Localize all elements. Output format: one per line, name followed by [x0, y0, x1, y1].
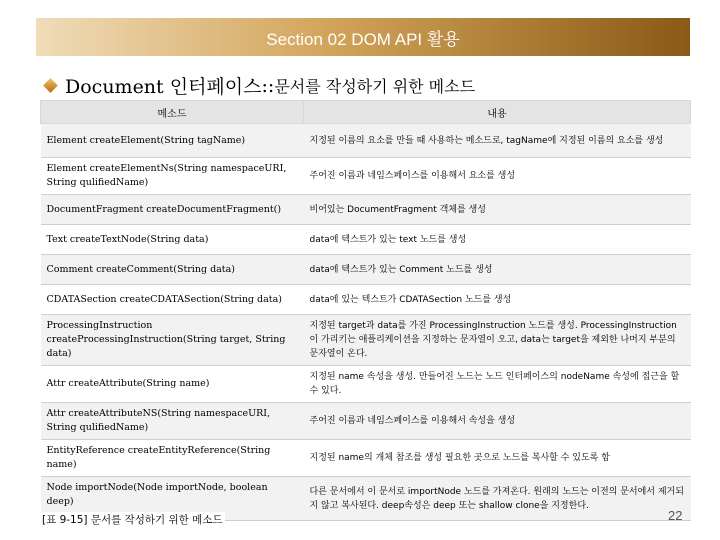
description-cell: data에 텍스트가 있는 Comment 노드를 생성: [304, 255, 691, 285]
description-cell: 주어진 이름과 네임스페이스를 이용해서 속성을 생성: [304, 403, 691, 440]
method-cell: Node importNode(Node importNode, boolean deep): [41, 477, 304, 521]
description-cell: data에 텍스트가 있는 text 노드를 생성: [304, 225, 691, 255]
table-row: [41, 195, 691, 225]
method-cell: ProcessingInstruction createProcessingInstruction(String target, String data): [41, 315, 304, 366]
description-cell: 주어진 이름과 네임스페이스를 이용해서 요소를 생성: [304, 158, 691, 195]
method-cell: Element createElement(String tagName): [41, 124, 304, 158]
table-row: [41, 403, 691, 440]
method-table: [40, 100, 691, 521]
slide-heading: [44, 72, 475, 99]
heading-main: Document 인터페이스: [65, 76, 262, 98]
description-cell: 비어있는 DocumentFragment 객체를 생성: [304, 195, 691, 225]
method-cell: Comment createComment(String data): [41, 255, 304, 285]
method-cell: Element createElementNs(String namespaceURI, String qulifiedName): [41, 158, 304, 195]
heading-separator: ::: [261, 74, 275, 97]
method-cell: CDATASection createCDATASection(String data): [41, 285, 304, 315]
description-cell: 다른 문서에서 이 문서로 importNode 노드를 가져온다. 원래의 노드는 이전의 문서에서 제거되지 않고 복사된다. deep속성은 deep 또는 shallow clone을 지정한다.: [304, 477, 691, 521]
table-row: [41, 366, 691, 403]
table-row: [41, 285, 691, 315]
table-row: [41, 124, 691, 158]
column-header-description: 내용: [304, 101, 691, 124]
method-cell: EntityReference createEntityReference(String name): [41, 440, 304, 477]
description-cell: data에 있는 텍스트가 CDATASection 노드를 생성: [304, 285, 691, 315]
method-cell: Text createTextNode(String data): [41, 225, 304, 255]
description-cell: 지정된 이름의 요소를 만들 때 사용하는 메소드로, tagName에 지정된 이름의 요소를 생성: [304, 124, 691, 158]
method-cell: Attr createAttributeNS(String namespaceURI, String qulifiedName): [41, 403, 304, 440]
table-caption: [표 9-15] 문서를 작성하기 위한 메소드: [42, 514, 223, 526]
page-number: 22: [668, 508, 683, 523]
description-cell: 지정된 target과 data를 가진 ProcessingInstruction 노드를 생성. ProcessingInstruction이 가리키는 애플리케이션을 지정하는 문자열이 오고, data는 target을 제외한 나머지 부분의 문자열이 온다.: [304, 315, 691, 366]
column-header-method: 메소드: [41, 101, 304, 124]
description-cell: 지정된 name의 개체 참조를 생성 필요한 곳으로 노드를 복사할 수 있도록 함: [304, 440, 691, 477]
bullet-icon: [43, 78, 58, 93]
section-banner: [36, 18, 690, 56]
description-cell: 지정된 name 속성을 생성. 만들어진 노드는 노드 인터페이스의 nodeName 속성에 접근을 할수 있다.: [304, 366, 691, 403]
section-title: Section 02 DOM API 활용: [266, 29, 460, 49]
table-row: [41, 158, 691, 195]
method-cell: DocumentFragment createDocumentFragment(): [41, 195, 304, 225]
table-row: [41, 315, 691, 366]
table-row: [41, 225, 691, 255]
table-row: [41, 255, 691, 285]
heading-sub: 문서를 작성하기 위한 메소드: [274, 77, 476, 96]
table-row: [41, 440, 691, 477]
method-cell: Attr createAttribute(String name): [41, 366, 304, 403]
table-header-row: [41, 101, 691, 124]
